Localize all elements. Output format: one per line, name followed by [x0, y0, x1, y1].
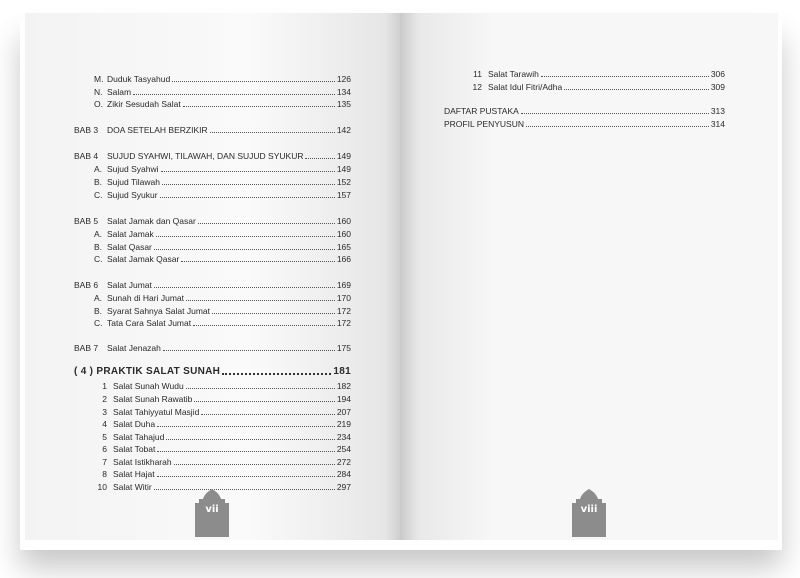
- entry-label: 4: [102, 419, 107, 429]
- leader-dots: [521, 113, 709, 114]
- page-number: viii: [580, 504, 598, 515]
- toc-entry: [88, 381, 351, 391]
- entry-title: Sujud Syahwi: [107, 164, 159, 174]
- toc-entry: [94, 254, 351, 264]
- leader-dots: [172, 81, 335, 82]
- entry-label: C.: [94, 190, 103, 200]
- leader-dots: [166, 439, 334, 440]
- toc-entry: [88, 407, 351, 417]
- entry-page: 309: [710, 82, 725, 92]
- entry-page: 142: [336, 125, 351, 135]
- entry-page: 234: [336, 432, 351, 442]
- chapter-title: Salat Jenazah: [107, 343, 161, 353]
- toc-chapter: [74, 343, 351, 353]
- toc-chapter: [74, 125, 351, 135]
- chapter-label: BAB 6: [74, 280, 99, 290]
- leader-dots: [160, 197, 335, 198]
- entry-page: 181: [333, 366, 351, 377]
- toc-entry: [88, 457, 351, 467]
- leader-dots: [201, 414, 335, 415]
- chapter-title: DAFTAR PUSTAKA: [444, 106, 519, 116]
- leader-dots: [186, 388, 335, 389]
- chapter-title: SUJUD SYAHWI, TILAWAH, DAN SUJUD SYUKUR: [107, 151, 304, 161]
- entry-page: 152: [336, 177, 351, 187]
- leader-dots: [526, 126, 709, 127]
- entry-title: Salat Qasar: [107, 242, 152, 252]
- entry-page: 160: [336, 216, 351, 226]
- leader-dots: [186, 300, 335, 301]
- leader-dots: [156, 236, 335, 237]
- entry-page: 134: [336, 87, 351, 97]
- entry-label: 2: [102, 394, 107, 404]
- entry-page: 172: [336, 318, 351, 328]
- entry-page: 182: [336, 381, 351, 391]
- leader-dots: [162, 184, 335, 185]
- entry-page: 170: [336, 293, 351, 303]
- page-number-tab-right: [572, 489, 606, 537]
- chapter-title: DOA SETELAH BERZIKIR: [107, 125, 208, 135]
- toc-section: [74, 367, 351, 377]
- chapter-label: BAB 7: [74, 343, 99, 353]
- toc-entry: [94, 306, 351, 316]
- toc-entry: [464, 82, 725, 92]
- leader-dots: [564, 89, 709, 90]
- entry-page: 135: [336, 99, 351, 109]
- leader-dots: [305, 158, 334, 159]
- entry-title: Syarat Sahnya Salat Jumat: [107, 306, 211, 316]
- chapter-label: BAB 4: [74, 151, 99, 161]
- page-number: vii: [205, 504, 219, 515]
- entry-label: 3: [102, 407, 107, 417]
- toc-entry: [94, 190, 351, 200]
- left-page: [25, 13, 400, 540]
- entry-title: Sujud Tilawah: [107, 177, 160, 187]
- toc-chapter: [444, 119, 725, 129]
- entry-label: B.: [94, 177, 103, 187]
- entry-label: 11: [473, 69, 482, 79]
- entry-page: 194: [336, 394, 351, 404]
- entry-page: 306: [710, 69, 725, 79]
- entry-title: Salat Jamak Qasar: [107, 254, 180, 264]
- right-page: [400, 13, 778, 540]
- entry-title: Salat Tahiyyatul Masjid: [113, 407, 200, 417]
- toc-entry: [88, 432, 351, 442]
- entry-label: 1: [102, 381, 107, 391]
- entry-label: 5: [102, 432, 107, 442]
- entry-label: 6: [102, 444, 107, 454]
- entry-title: Salat Tarawih: [488, 69, 539, 79]
- chapter-label: BAB 3: [74, 125, 99, 135]
- toc-chapter: [74, 280, 351, 290]
- entry-title: Salat Hajat: [113, 469, 155, 479]
- leader-dots: [157, 451, 334, 452]
- entry-page: 207: [336, 407, 351, 417]
- entry-label: A.: [94, 164, 103, 174]
- entry-page: 254: [336, 444, 351, 454]
- entry-title: Sujud Syukur: [107, 190, 158, 200]
- leader-dots: [133, 94, 335, 95]
- leader-dots: [157, 426, 335, 427]
- entry-page: 165: [336, 242, 351, 252]
- entry-title: Salat Tahajud: [113, 432, 165, 442]
- toc-chapter: [444, 106, 725, 116]
- toc-entry: [88, 444, 351, 454]
- toc-entry: [94, 87, 351, 97]
- entry-page: 175: [336, 343, 351, 353]
- entry-title: Salat Istikharah: [113, 457, 172, 467]
- entry-page: 313: [710, 106, 725, 116]
- chapter-title: PROFIL PENYUSUN: [444, 119, 524, 129]
- entry-page: 284: [336, 469, 351, 479]
- section-title: ( 4 ) PRAKTIK SALAT SUNAH: [74, 366, 221, 377]
- entry-label: B.: [94, 242, 103, 252]
- leader-dots: [210, 132, 335, 133]
- toc-entry: [94, 164, 351, 174]
- leader-dots: [222, 373, 331, 375]
- entry-title: Duduk Tasyahud: [107, 74, 171, 84]
- toc-entry: [94, 293, 351, 303]
- leader-dots: [183, 106, 335, 107]
- entry-page: 166: [336, 254, 351, 264]
- toc-chapter: [74, 216, 351, 226]
- toc-right: [400, 13, 778, 540]
- chapter-label: BAB 5: [74, 216, 99, 226]
- entry-label: A.: [94, 229, 103, 239]
- entry-title: Salat Tobat: [113, 444, 156, 454]
- entry-page: 314: [710, 119, 725, 129]
- entry-label: 8: [102, 469, 107, 479]
- toc-chapter: [74, 151, 351, 161]
- leader-dots: [154, 287, 335, 288]
- leader-dots: [541, 76, 709, 77]
- entry-label: M.: [94, 74, 104, 84]
- leader-dots: [161, 171, 335, 172]
- leader-dots: [154, 489, 335, 490]
- entry-label: 7: [102, 457, 107, 467]
- entry-page: 160: [336, 229, 351, 239]
- entry-page: 157: [336, 190, 351, 200]
- toc-entry: [88, 419, 351, 429]
- leader-dots: [163, 350, 335, 351]
- entry-page: 126: [336, 74, 351, 84]
- leader-dots: [154, 249, 335, 250]
- entry-label: B.: [94, 306, 103, 316]
- entry-title: Salat Witir: [113, 482, 152, 492]
- entry-label: C.: [94, 318, 103, 328]
- entry-page: 149: [336, 164, 351, 174]
- entry-page: 272: [336, 457, 351, 467]
- entry-page: 297: [336, 482, 351, 492]
- chapter-title: Salat Jamak dan Qasar: [107, 216, 196, 226]
- toc-entry: [94, 242, 351, 252]
- toc-entry: [94, 229, 351, 239]
- entry-title: Salat Duha: [113, 419, 156, 429]
- entry-label: 12: [472, 82, 482, 92]
- leader-dots: [181, 261, 335, 262]
- entry-page: 219: [336, 419, 351, 429]
- leader-dots: [174, 464, 335, 465]
- entry-title: Tata Cara Salat Jumat: [107, 318, 192, 328]
- page-number-tab-left: [195, 489, 229, 537]
- toc-entry: [88, 469, 351, 479]
- entry-title: Salat Jamak: [107, 229, 154, 239]
- toc-left: [25, 13, 400, 540]
- leader-dots: [193, 325, 335, 326]
- entry-title: Zikir Sesudah Salat: [107, 99, 181, 109]
- entry-title: Salat Idul Fitri/Adha: [488, 82, 563, 92]
- leader-dots: [194, 401, 334, 402]
- entry-title: Salat Sunah Wudu: [113, 381, 184, 391]
- toc-entry: [464, 69, 725, 79]
- entry-page: 149: [336, 151, 351, 161]
- toc-entry: [94, 99, 351, 109]
- entry-label: C.: [94, 254, 103, 264]
- entry-title: Salam: [107, 87, 132, 97]
- toc-entry: [94, 318, 351, 328]
- leader-dots: [157, 476, 335, 477]
- entry-label: 10: [97, 482, 107, 492]
- entry-title: Salat Sunah Rawatib: [113, 394, 193, 404]
- toc-entry: [94, 177, 351, 187]
- leader-dots: [212, 313, 335, 314]
- entry-label: N.: [94, 87, 103, 97]
- entry-label: O.: [94, 99, 103, 109]
- toc-entry: [94, 74, 351, 84]
- toc-entry: [88, 394, 351, 404]
- entry-label: A.: [94, 293, 103, 303]
- entry-page: 169: [336, 280, 351, 290]
- entry-title: Sunah di Hari Jumat: [107, 293, 185, 303]
- chapter-title: Salat Jumat: [107, 280, 152, 290]
- leader-dots: [198, 223, 335, 224]
- entry-page: 172: [336, 306, 351, 316]
